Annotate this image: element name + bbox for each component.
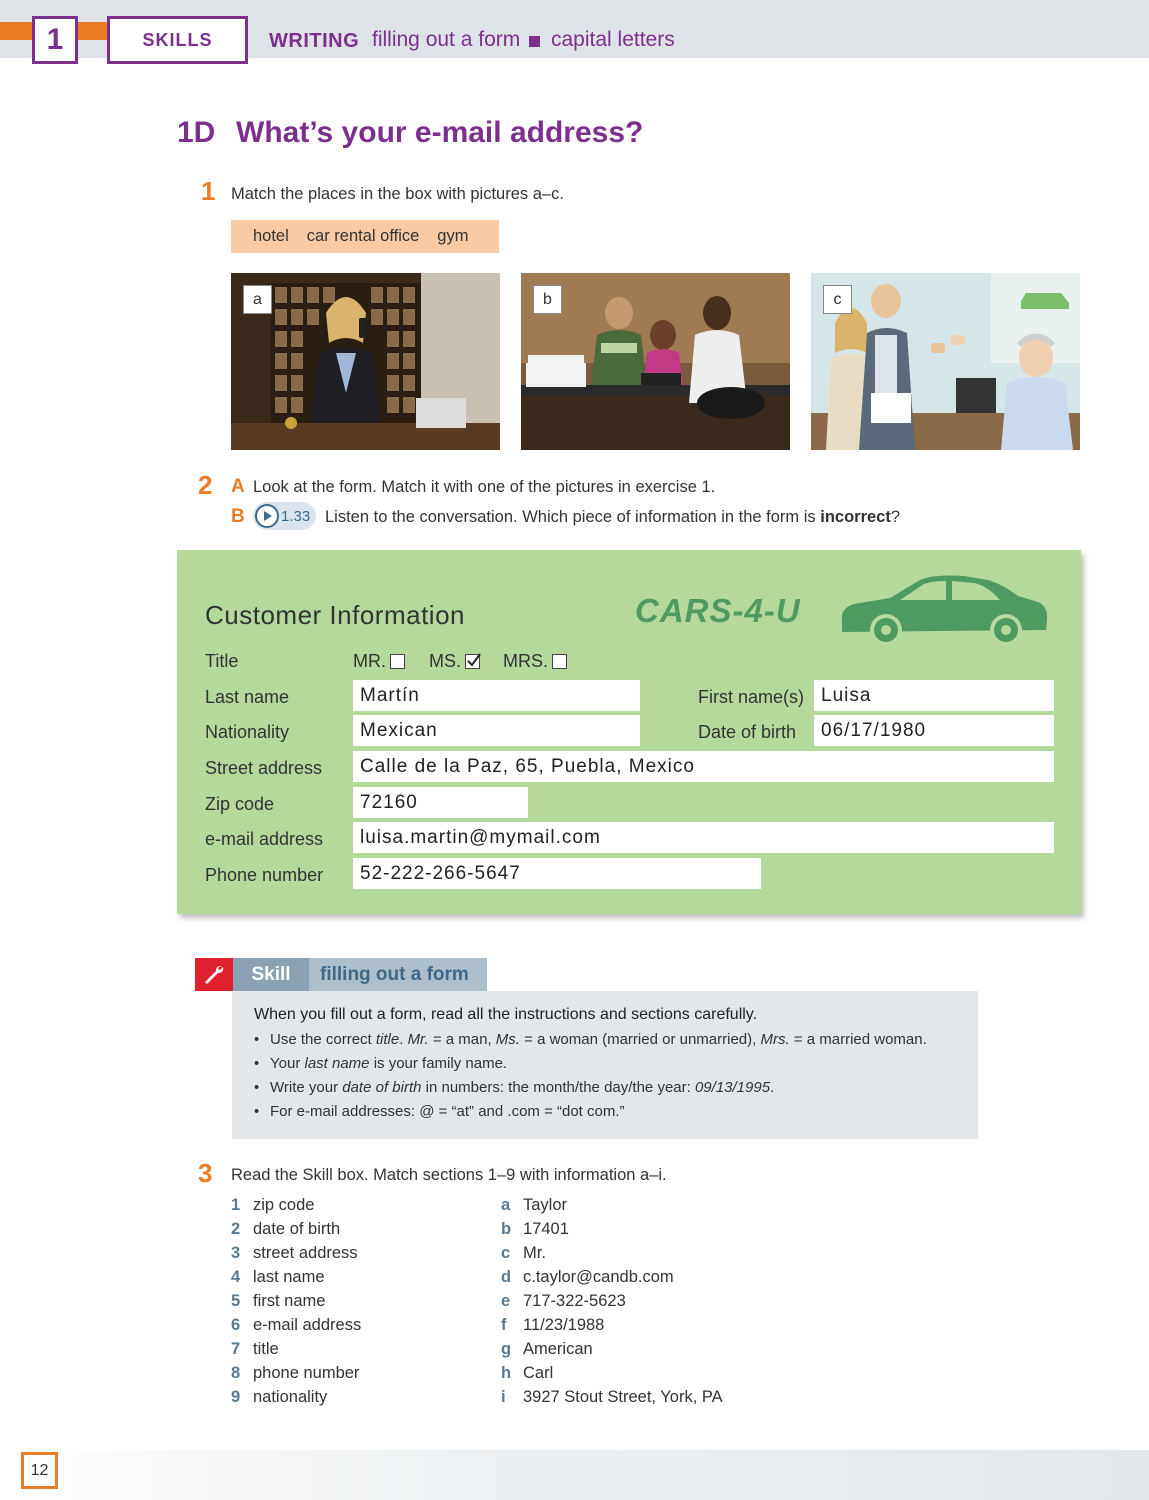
- exercise-2a-instruction: Look at the form. Match it with one of the pictures in exercise 1.: [253, 478, 716, 496]
- footer-band: [0, 1450, 1149, 1500]
- phone-field[interactable]: 52-222-266-5647: [353, 858, 761, 889]
- exercise-3-number: 3: [198, 1158, 213, 1188]
- exercise-3-instruction: Read the Skill box. Match sections 1–9 with information a–i.: [231, 1166, 667, 1184]
- list-item: b 17401: [501, 1220, 569, 1238]
- list-item: a Taylor: [501, 1196, 568, 1214]
- skill-bullet: • For e-mail addresses: @ = “at” and .com = “dot com.”: [254, 1103, 625, 1120]
- list-item: 4 last name: [231, 1268, 325, 1286]
- list-item: 7 title: [231, 1340, 279, 1358]
- title-option-mr-label: MR.: [353, 651, 386, 671]
- first-name-label: First name(s): [698, 687, 805, 707]
- phone-label: Phone number: [205, 865, 324, 885]
- list-item: g American: [501, 1340, 593, 1358]
- audio-track-button[interactable]: [253, 502, 316, 530]
- form-brand: CARS-4-U: [635, 592, 801, 629]
- checkbox-mrs[interactable]: [552, 654, 567, 669]
- title-option-mrs[interactable]: [503, 651, 567, 672]
- title-option-ms[interactable]: [429, 651, 480, 672]
- list-item: 6 e-mail address: [231, 1316, 362, 1334]
- lesson-number: 1D: [177, 116, 216, 149]
- word-box-item: gym: [437, 227, 469, 245]
- email-label: e-mail address: [205, 829, 324, 849]
- zip-field[interactable]: 72160: [353, 787, 528, 818]
- skill-lead: When you fill out a form, read all the instructions and sections carefully.: [254, 1006, 758, 1023]
- exercise-2b-bold: incorrect: [820, 508, 891, 526]
- nationality-field[interactable]: Mexican: [353, 715, 640, 746]
- title-option-mr[interactable]: [353, 651, 405, 672]
- street-field[interactable]: Calle de la Paz, 65, Puebla, Mexico: [353, 751, 1054, 782]
- list-item: i 3927 Stout Street, York, PA: [501, 1388, 723, 1406]
- page-number: 12: [21, 1452, 58, 1489]
- last-name-field[interactable]: Martín: [353, 680, 640, 711]
- photo-c-car-rental-office: [811, 273, 1080, 450]
- section-label: SKILLS: [107, 16, 248, 64]
- list-item: 9 nationality: [231, 1388, 328, 1406]
- exercise-2b-letter: B: [231, 506, 245, 527]
- skill-bullet: • Your last name is your family name.: [254, 1055, 508, 1072]
- photo-a-hotel: [231, 273, 500, 450]
- photo-label-b: b: [533, 285, 562, 314]
- dob-label: Date of birth: [698, 722, 797, 742]
- list-item: f 11/23/1988: [501, 1316, 605, 1334]
- header-separator-icon: [529, 36, 540, 47]
- first-name-field[interactable]: Luisa: [814, 680, 1054, 711]
- title-option-mrs-label: MRS.: [503, 651, 548, 671]
- header-topic-2: capital letters: [551, 28, 675, 51]
- list-item: h Carl: [501, 1364, 554, 1382]
- checkbox-mr[interactable]: [390, 654, 405, 669]
- checkbox-ms-checked[interactable]: [465, 654, 480, 669]
- list-item: e 717-322-5623: [501, 1292, 626, 1310]
- nationality-label: Nationality: [205, 722, 290, 742]
- exercise-2-number: 2: [198, 470, 213, 500]
- exercise-2b-text: Listen to the conversation. Which piece of information in the form is: [325, 508, 821, 526]
- word-box-item: hotel: [253, 227, 289, 245]
- audio-track-number: 1.33: [281, 507, 311, 525]
- title-option-ms-label: MS.: [429, 651, 462, 671]
- form-title: Customer Information: [205, 600, 465, 630]
- street-label: Street address: [205, 758, 323, 778]
- page-title: What’s your e-mail address?: [236, 116, 644, 149]
- skill-tab: Skill: [233, 958, 309, 991]
- list-item: 3 street address: [231, 1244, 358, 1262]
- wrench-icon: [195, 958, 233, 991]
- skill-bullet: • Write your date of birth in numbers: the month/the day/the year: 09/13/1995.: [254, 1079, 775, 1096]
- word-box: [231, 220, 499, 253]
- exercise-2b-instruction: [325, 508, 900, 527]
- skill-bullet: • Use the correct title. Mr. = a man, Ms. = a woman (married or unmarried), Mrs. = a married woman.: [254, 1031, 927, 1048]
- play-icon[interactable]: [255, 504, 279, 528]
- header-accent-left: [0, 22, 34, 40]
- unit-number: 1: [32, 16, 78, 64]
- exercise-2a-letter: A: [231, 476, 245, 497]
- photo-b-gym: [521, 273, 790, 450]
- photo-label-a: a: [243, 285, 272, 314]
- skill-type: WRITING: [269, 30, 360, 52]
- sections-list: [231, 1196, 361, 1412]
- exercise-2b-end: ?: [890, 508, 901, 526]
- photo-label-c: c: [823, 285, 852, 314]
- last-name-label: Last name: [205, 687, 290, 707]
- title-label: Title: [205, 651, 239, 671]
- list-item: 2 date of birth: [231, 1220, 341, 1238]
- zip-label: Zip code: [205, 794, 275, 814]
- list-item: d c.taylor@candb.com: [501, 1268, 674, 1286]
- word-box-item: car rental office: [306, 227, 420, 245]
- exercise-1-instruction: Match the places in the box with pictures a–c.: [231, 185, 564, 203]
- car-icon: [838, 574, 1050, 653]
- list-item: 1 zip code: [231, 1196, 315, 1214]
- header-topic-1: filling out a form: [372, 28, 521, 51]
- exercise-1-number: 1: [201, 176, 216, 206]
- email-field[interactable]: luisa.martin@mymail.com: [353, 822, 1054, 853]
- header-accent-mid: [78, 22, 108, 40]
- info-list: [501, 1196, 723, 1412]
- list-item: 5 first name: [231, 1292, 326, 1310]
- dob-field[interactable]: 06/17/1980: [814, 715, 1054, 746]
- skill-title: filling out a form: [309, 958, 487, 991]
- list-item: 8 phone number: [231, 1364, 360, 1382]
- list-item: c Mr.: [501, 1244, 546, 1262]
